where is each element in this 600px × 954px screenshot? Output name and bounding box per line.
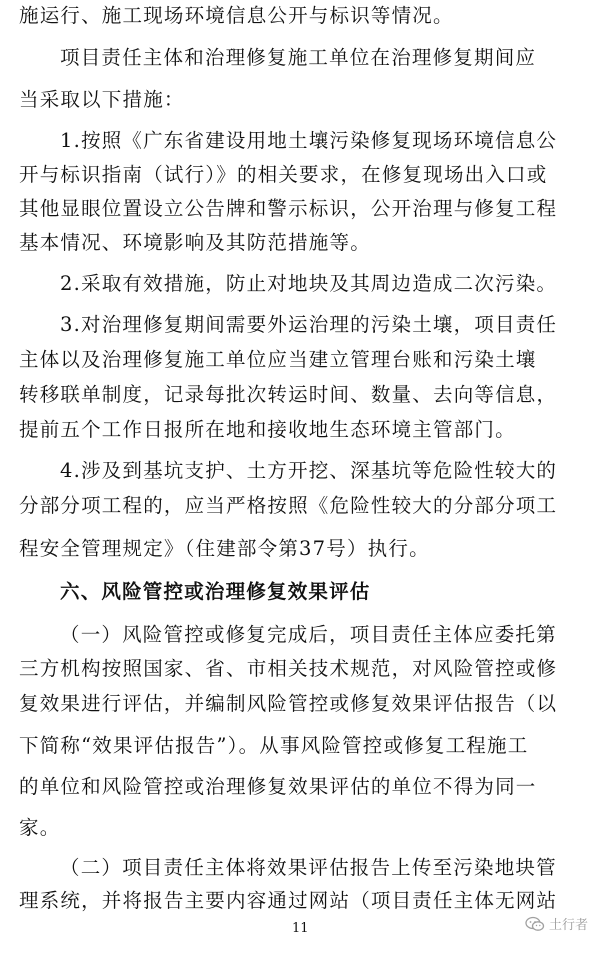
text-line: 当采取以下措施： (19, 88, 185, 111)
text-line: 1.按照《广东省建设用地土壤污染修复现场环境信息公 (60, 129, 558, 152)
text-line: 4.涉及到基坑支护、土方开挖、深基坑等危险性较大的 (60, 459, 558, 482)
text-line: 复效果进行评估，并编制风险管控或修复效果评估报告（以 (19, 692, 558, 715)
text-line: 理系统，并将报告主要内容通过网站（项目责任主体无网站 (19, 889, 558, 912)
text-line: 开与标识指南（试行）》的相关要求，在修复现场出入口或 (19, 163, 548, 186)
text-line: 三方机构按照国家、省、市相关技术规范，对风险管控或修 (19, 657, 558, 680)
text-line: 施运行、施工现场环境信息公开与标识等情况。 (19, 4, 454, 27)
text-line: 其他显眼位置设立公告牌和警示标识，公开治理与修复工程 (19, 197, 558, 220)
text-line: 主体以及治理修复施工单位应当建立管理台账和污染土壤 (19, 348, 537, 371)
watermark-label: 土行者 (548, 918, 588, 933)
text-line: 2.采取有效措施，防止对地块及其周边造成二次污染。 (60, 272, 558, 295)
text-line: 基本情况、环境影响及其防范措施等。 (19, 231, 371, 254)
text-line: 转移联单制度，记录每批次转运时间、数量、去向等信息， (19, 383, 558, 406)
page-number: 11 (292, 921, 309, 936)
text-line: （二）项目责任主体将效果评估报告上传至污染地块管 (60, 856, 557, 879)
section-heading: 六、风险管控或治理修复效果评估 (60, 580, 371, 603)
text-line: 程安全管理规定》（住建部令第37号）执行。 (19, 537, 430, 560)
text-line: （一）风险管控或修复完成后，项目责任主体应委托第 (60, 623, 557, 646)
text-line: 提前五个工作日报所在地和接收地生态环境主管部门。 (19, 418, 516, 441)
text-line: 家。 (19, 816, 61, 839)
text-line: 下简称“效果评估报告”）。从事风险管控或修复工程施工 (19, 734, 529, 757)
text-line: 的单位和风险管控或治理修复效果评估的单位不得为同一 (19, 775, 537, 798)
text-line: 分部分项工程的，应当严格按照《危险性较大的分部分项工 (19, 494, 558, 517)
text-line: 项目责任主体和治理修复施工单位在治理修复期间应 (60, 46, 537, 69)
text-line: 3.对治理修复期间需要外运治理的污染土壤，项目责任 (60, 313, 558, 336)
wechat-watermark (525, 914, 588, 933)
wechat-icon (525, 916, 545, 932)
